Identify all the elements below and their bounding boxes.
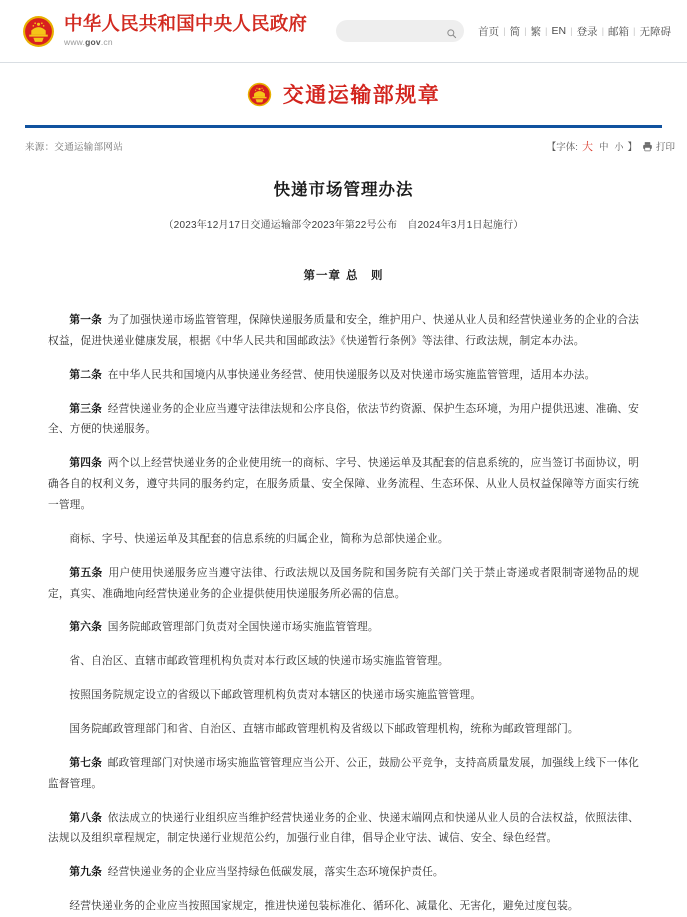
article-label: 第一条 xyxy=(69,314,102,326)
article-text: 两个以上经营快递业务的企业使用统一的商标、字号、快递运单及其配套的信息系统的，应当签订书面协议，明确各自的权利义务，遵守共同的服务约定，在服务质量、安全保障、业务流程、生态环保、从业人员权益保障等方面实行统一管理。 xyxy=(48,457,640,512)
nav-item-mail[interactable]: 邮箱 xyxy=(608,25,630,38)
print-button[interactable]: 打印 xyxy=(655,142,675,153)
article-paragraph xyxy=(48,808,639,850)
nav-item-accessibility[interactable]: 无障碍 xyxy=(639,25,671,38)
site-title: 中华人民共和国中央人民政府 xyxy=(64,14,308,35)
nav-separator: | xyxy=(570,25,573,37)
article-text: 省、自治区、直辖市邮政管理机构负责对本行政区域的快递市场实施监管管理。 xyxy=(69,655,449,668)
font-size-small-button[interactable]: 小 xyxy=(614,141,624,152)
article-meta xyxy=(0,128,687,154)
header-nav xyxy=(474,24,675,39)
article-paragraph xyxy=(48,453,639,516)
search-box[interactable] xyxy=(336,20,464,42)
article-paragraph xyxy=(48,563,639,605)
nav-separator: | xyxy=(503,25,506,37)
article-paragraph xyxy=(48,862,639,883)
site-brand[interactable] xyxy=(22,15,307,48)
font-size-medium-button[interactable]: 中 xyxy=(598,142,609,153)
article-text: 邮政管理部门对快递市场实施监管管理应当公开、公正，鼓励公平竞争，支持高质量发展，加强线上线下一体化监督管理。 xyxy=(48,756,640,790)
article-subparagraph xyxy=(48,651,639,672)
article-subparagraph xyxy=(48,719,639,740)
search-input[interactable] xyxy=(342,21,446,41)
article-text: 为了加强快递市场监管管理，保障快递服务质量和安全，维护用户、快递从业人员和经营快递业务的企业的合法权益，促进快递业健康发展，根据《中华人民共和国邮政法》《快递暂行条例》等法律、行政法规，制定本办法。 xyxy=(48,314,640,347)
article-text: 国务院邮政管理部门负责对全国快递市场实施监管管理。 xyxy=(107,621,379,634)
nav-item-home[interactable]: 首页 xyxy=(478,25,500,38)
article-list xyxy=(48,310,639,917)
site-header xyxy=(0,0,687,63)
nav-separator: | xyxy=(601,25,605,37)
document-body xyxy=(0,154,687,917)
article-label: 第四条 xyxy=(69,457,102,470)
article-label: 第七条 xyxy=(69,756,102,769)
article-paragraph xyxy=(48,365,639,386)
document-subtitle: （2023年12月17日交通运输部令2023年第22号公布 自2024年3月1日起施行） xyxy=(163,220,524,231)
national-emblem-icon xyxy=(22,15,55,48)
article-label: 第二条 xyxy=(69,368,102,381)
national-emblem-icon xyxy=(247,82,272,107)
font-controls-close: 】 xyxy=(627,142,637,153)
printer-icon[interactable] xyxy=(642,141,653,152)
article-paragraph xyxy=(48,399,639,441)
chapter-heading: 第一章 总 则 xyxy=(303,268,384,282)
article-paragraph xyxy=(48,617,639,638)
article-subparagraph xyxy=(48,685,639,706)
article-label: 第八条 xyxy=(69,811,102,824)
nav-item-simplified[interactable]: 简 xyxy=(509,25,521,38)
article-text: 用户使用快递服务应当遵守法律、行政法规以及国务院和国务院有关部门关于禁止寄递或者限制寄递物品的规定，真实、准确地向经营快递业务的企业提供使用快递服务所必需的信息。 xyxy=(48,566,639,600)
article-label: 第九条 xyxy=(69,866,102,879)
font-size-large-button[interactable]: 大 xyxy=(581,141,593,153)
article-text: 商标、字号、快递运单及其配套的信息系统的归属企业，简称为总部快递企业。 xyxy=(69,532,449,545)
article-text: 在中华人民共和国境内从事快递业务经营、使用快递服务以及对快递市场实施监管管理，适用本办法。 xyxy=(107,368,596,381)
nav-separator: | xyxy=(524,25,527,37)
header-right-cluster xyxy=(336,20,687,42)
article-label: 第三条 xyxy=(69,402,102,415)
article-text: 按照国务院规定设立的省级以下邮政管理机构负责对本辖区的快递市场实施监管管理。 xyxy=(69,689,482,702)
search-icon[interactable] xyxy=(446,26,457,37)
banner-title: 交通运输部规章 xyxy=(282,82,441,107)
nav-item-login[interactable]: 登录 xyxy=(576,25,598,38)
font-size-controls xyxy=(547,138,675,154)
article-subparagraph xyxy=(48,529,639,550)
article-paragraph xyxy=(48,753,639,795)
nav-item-english[interactable]: EN xyxy=(551,25,567,37)
article-label: 第五条 xyxy=(69,566,103,579)
article-subparagraph xyxy=(48,896,639,917)
article-text: 依法成立的快递行业组织应当维护经营快递业务的企业、快递末端网点和快递从业人员的合法权益，依照法律、法规以及组织章程规定，制定快递行业规范公约，加强行业自律，倡导企业守法、诚信、安全、绿色经营。 xyxy=(48,811,640,845)
article-text: 经营快递业务的企业应当坚持绿色低碳发展，落实生态环境保护责任。 xyxy=(107,866,444,879)
article-paragraph xyxy=(48,310,639,352)
article-text: 国务院邮政管理部门和省、自治区、直辖市邮政管理机构及省级以下邮政管理机构，统称为邮政管理部门。 xyxy=(69,723,579,736)
page-title: 快递市场管理办法 xyxy=(273,180,414,199)
page-banner xyxy=(0,63,687,125)
nav-separator: | xyxy=(633,25,636,37)
article-label: 第六条 xyxy=(69,621,102,634)
source-label: 来源：交通运输部网站 xyxy=(25,142,124,153)
nav-separator: | xyxy=(545,25,548,37)
nav-item-traditional[interactable]: 繁 xyxy=(530,25,542,38)
article-text: 经营快递业务的企业应当遵守法律法规和公序良俗，依法节约资源、保护生态环境，为用户提供迅速、准确、安全、方便的快递服务。 xyxy=(48,402,640,436)
article-text: 经营快递业务的企业应当按照国家规定，推进快递包装标准化、循环化、减量化、无害化，避免过度包装。 xyxy=(69,900,579,913)
font-controls-open: 【字体: xyxy=(546,142,578,153)
site-url: www.gov.cn xyxy=(64,36,113,47)
